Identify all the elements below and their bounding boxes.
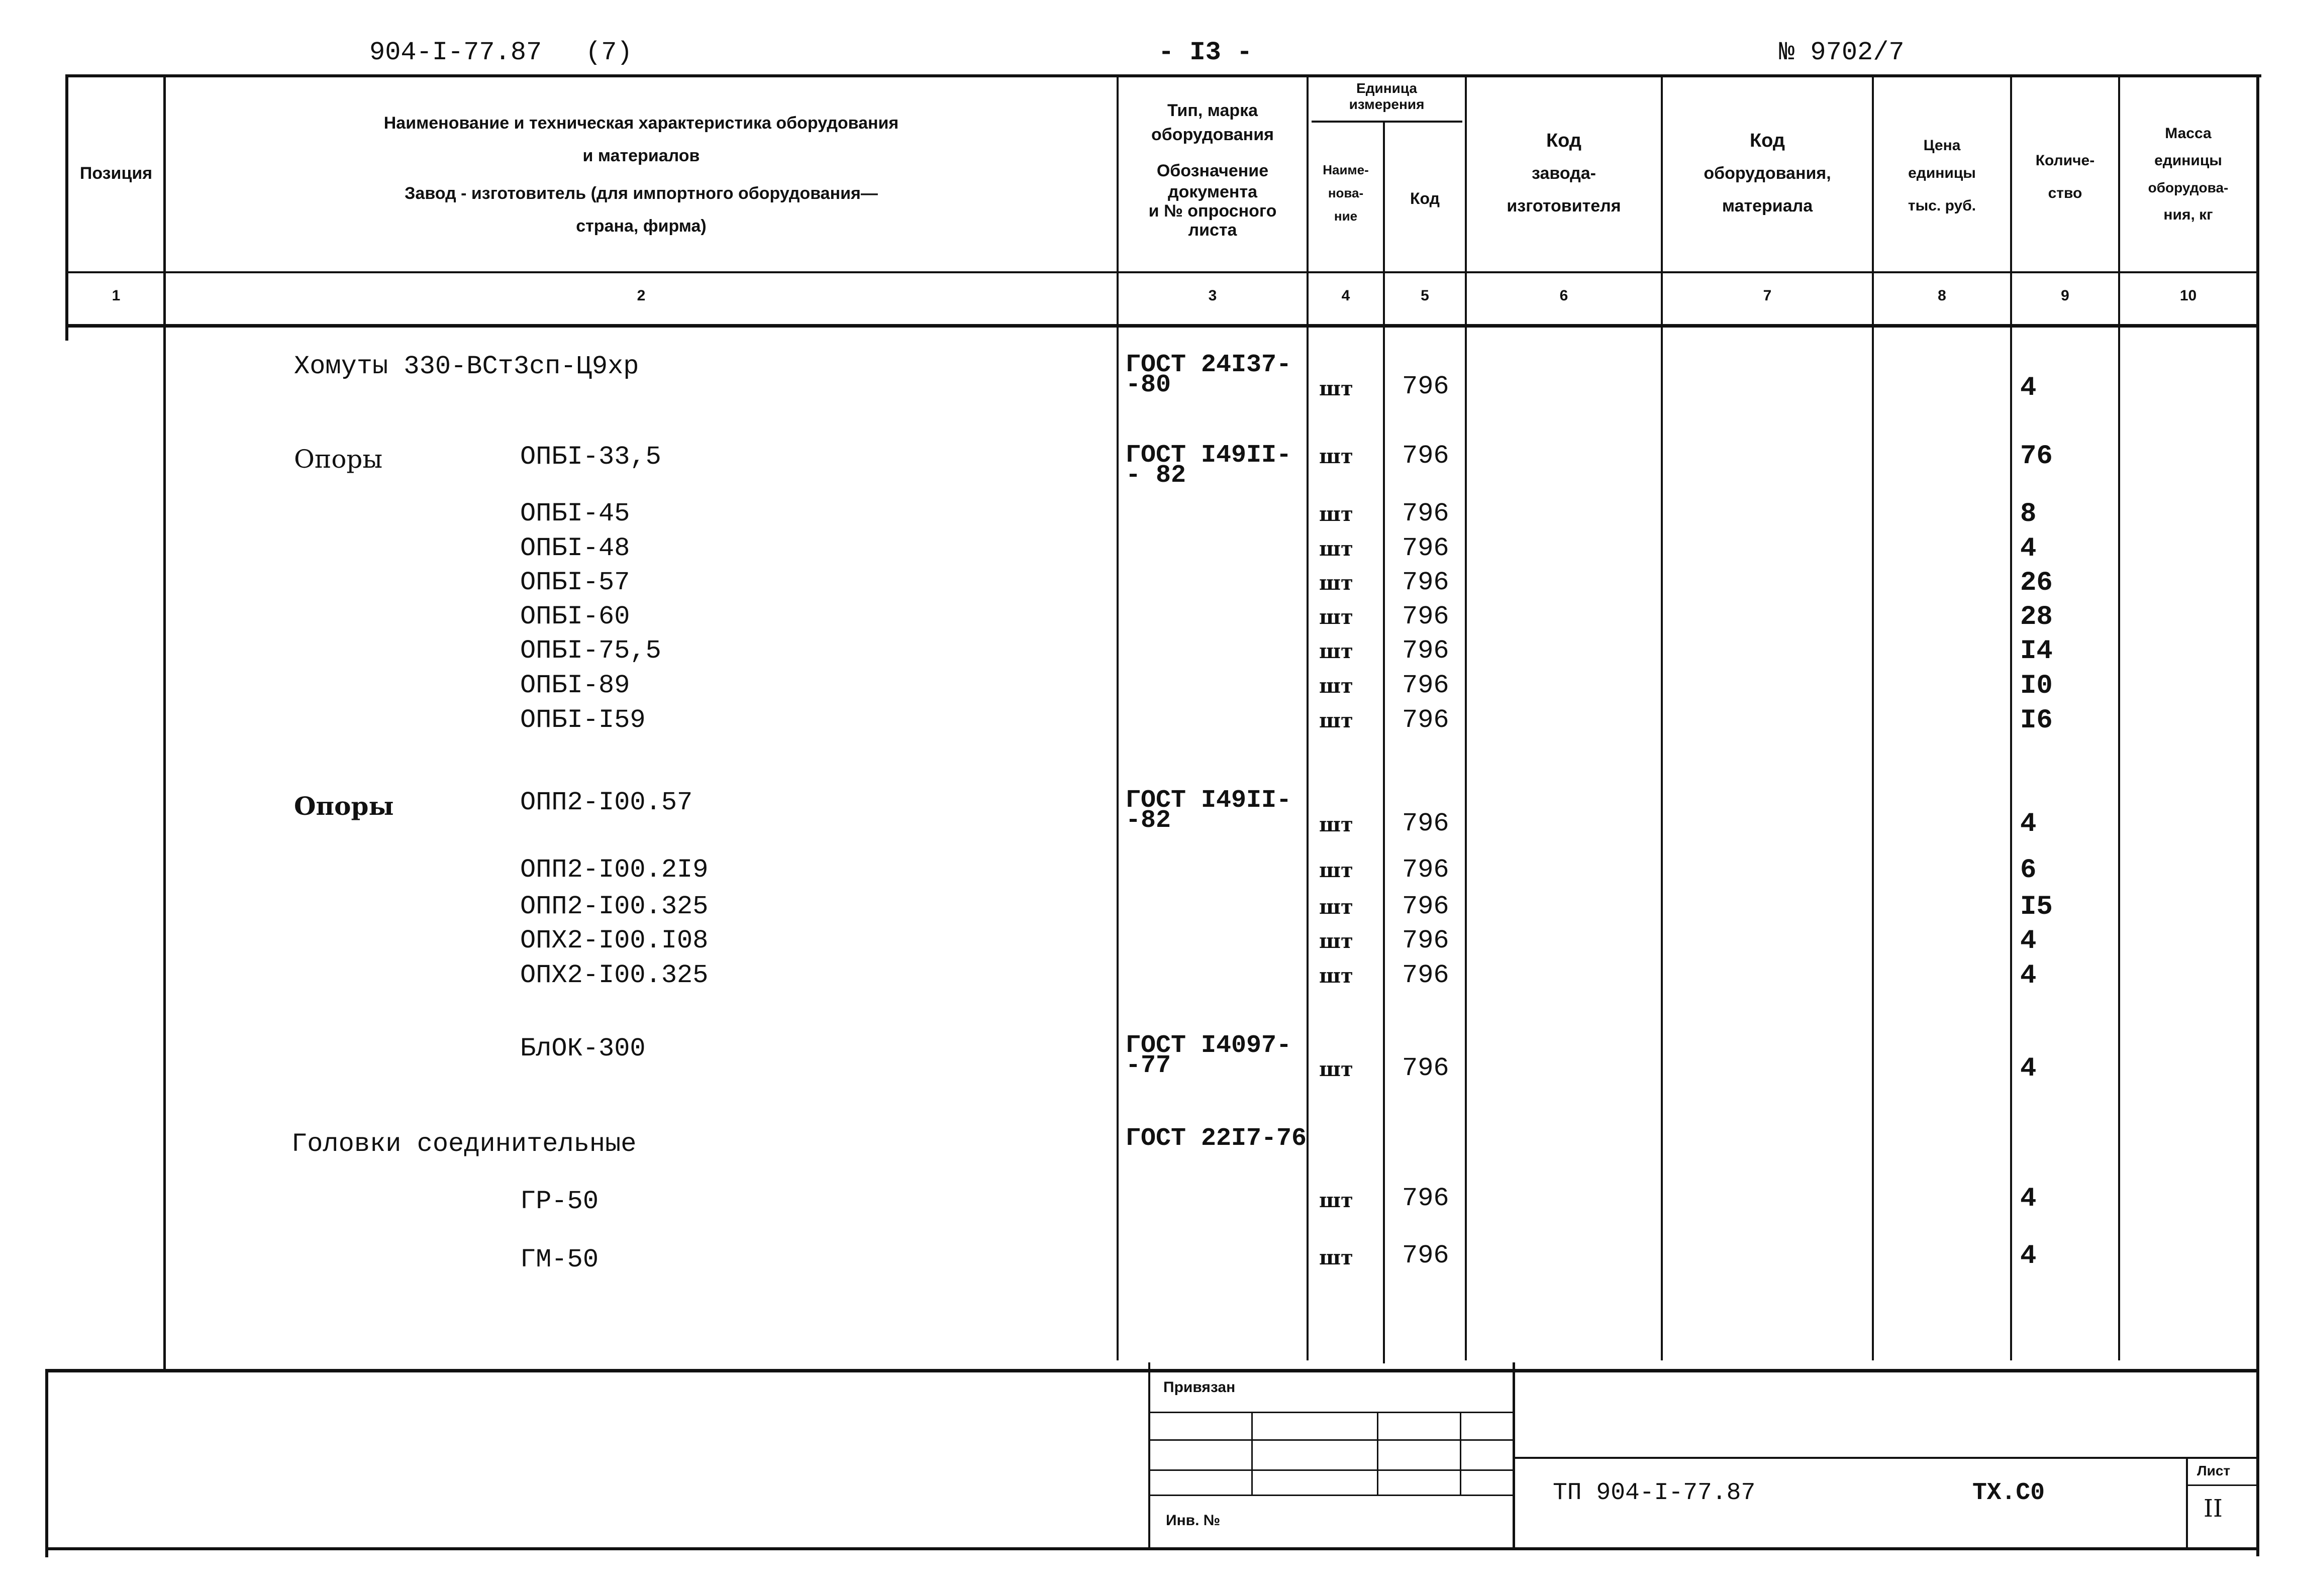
item-name: ОПХ2-I00.I08 [520,926,709,955]
col-header-7-line3: материала [1722,196,1813,216]
stamp-row-1 [1150,1412,1513,1413]
col-num-10: 10 [2179,287,2197,304]
stamp-vline-1 [1251,1412,1253,1496]
qty-cell: 4 [2020,926,2037,956]
qty-cell: I5 [2020,892,2053,922]
page-number: - I3 - [1158,38,1253,67]
stamp-sheet-sep [2188,1484,2256,1486]
col-header-10-line1: Масса [2165,125,2212,142]
frame-right [2256,74,2259,1556]
col-line-9-10 [2118,74,2120,1360]
doc-type: ТХ.С0 [1972,1479,2045,1507]
col-num-7: 7 [1763,287,1772,304]
stamp-top-line [45,1369,2259,1372]
code-cell: 796 [1402,961,1449,990]
stamp-box-left [1148,1362,1150,1548]
item-name: ОПБI-75,5 [520,636,661,666]
sheet-label: Лист [2197,1463,2231,1478]
code-cell: 796 [1402,1053,1449,1083]
col-header-3-line3: Обозначение [1156,161,1269,180]
gost-line: ГОСТ I49II- [1126,441,1292,470]
code-cell: 796 [1402,441,1449,471]
unit-group-sep [1312,121,1462,123]
qty-cell: 4 [2020,1184,2037,1214]
qty-cell: 8 [2020,499,2037,529]
qty-cell: 4 [2020,373,2037,403]
col-line-6-7 [1661,74,1663,1360]
gost-line: - 82 [1126,461,1186,490]
unit-cell: шт [1319,813,1353,836]
item-name: ГР-50 [520,1187,599,1216]
col-header-5: Код [1410,189,1440,207]
unit-cell: шт [1319,964,1353,988]
qty-cell: I4 [2020,636,2053,667]
col-header-3-line6: листа [1188,221,1237,240]
col-header-7-line2: оборудования, [1704,164,1831,183]
col-header-3-line1: Тип, марка [1167,101,1258,120]
code-cell: 796 [1402,705,1449,735]
col-header-2-line2: и материалов [582,146,700,165]
code-cell: 796 [1402,855,1449,885]
unit-cell: шт [1319,571,1353,595]
header-sep [68,271,2256,273]
code-cell: 796 [1402,809,1449,838]
col-header-8-line3: тыс. руб. [1908,197,1976,214]
code-cell: 796 [1402,636,1449,666]
col-header-3-line2: оборудования [1151,125,1274,144]
gost-line: ГОСТ 24I37- [1126,351,1292,379]
unit-cell: шт [1319,859,1353,882]
stamp-sheet-left [2186,1457,2188,1548]
col-line-5-6 [1465,74,1467,1360]
group-label: Опоры [294,791,394,821]
col-header-7-line1: Код [1749,130,1785,151]
qty-cell: 4 [2020,1053,2037,1084]
bound-label: Привязан [1163,1379,1236,1396]
col-header-3-line4: документа [1168,182,1257,201]
col-line-3-4 [1307,74,1309,1360]
col-num-6: 6 [1559,287,1568,304]
gost-line: ГОСТ I4097- [1126,1031,1292,1060]
item-name: ОПБI-60 [520,602,630,631]
unit-cell: шт [1319,1246,1353,1269]
doc-code: 904-I-77.87 [369,38,542,67]
qty-cell: 4 [2020,1241,2037,1271]
group-label: Опоры [294,445,383,474]
inv-label: Инв. № [1166,1512,1221,1529]
col-num-8: 8 [1938,287,1946,304]
stamp-row-3 [1150,1469,1513,1471]
col-header-8-line1: Цена [1923,137,1961,154]
item-name: ОПП2-I00.57 [520,788,693,817]
col-header-10-line4: ния, кг [2163,206,2213,223]
col-line-4-5 [1383,123,1385,1363]
col-header-1: Позиция [79,164,153,183]
col-header-8-line2: единицы [1908,165,1976,181]
col-header-6-line2: завода- [1532,164,1596,183]
gost-line: ГОСТ 22I7-76 [1126,1124,1307,1153]
col-num-1: 1 [112,287,121,304]
gost-line: -80 [1126,371,1171,399]
qty-cell: 28 [2020,602,2053,632]
item-name: БлОК-300 [520,1034,646,1063]
col-line-2-3 [1117,74,1119,1360]
frame-top [65,74,2261,77]
numbering-sep [68,324,2256,328]
code-cell: 796 [1402,1184,1449,1213]
gost-line: ГОСТ I49II- [1126,786,1292,815]
qty-cell: 26 [2020,568,2053,598]
code-cell: 796 [1402,568,1449,597]
doc-designation: ТП 904-I-77.87 [1553,1479,1756,1507]
col-num-5: 5 [1421,287,1429,304]
item-name: ГМ-50 [520,1245,599,1274]
code-cell: 796 [1402,372,1449,401]
stamp-vline-3 [1460,1412,1461,1496]
unit-cell: шт [1319,537,1353,561]
sheet-number: II [2204,1495,2223,1523]
stamp-box-right [1513,1362,1515,1548]
col-header-10-line2: единицы [2154,152,2222,169]
doc-sub: (7) [585,38,633,67]
col-num-2: 2 [637,287,646,304]
stamp-title-top [1515,1457,2256,1459]
qty-cell: I6 [2020,705,2053,736]
qty-cell: 4 [2020,534,2037,564]
item-name: ОПБI-89 [520,671,630,700]
stamp-row-4 [1150,1495,1513,1496]
col-header-9-line2: ство [2048,185,2082,201]
col-line-8-9 [2010,74,2012,1360]
unit-cell: шт [1319,377,1353,400]
col-header-2-line4: страна, фирма) [576,217,707,236]
table-left-inner [163,74,166,1370]
unit-cell: шт [1319,640,1353,663]
code-cell: 796 [1402,1241,1449,1270]
item-name: ОПБI-45 [520,499,630,528]
col-header-10-line3: оборудова- [2148,180,2229,195]
col-header-4-line1: Наиме- [1323,162,1369,177]
unit-cell: шт [1319,1189,1353,1212]
col-header-4-line3: ние [1334,208,1358,224]
group-label: Головки соединительные [291,1129,637,1159]
unit-cell: шт [1319,929,1353,953]
unit-cell: шт [1319,674,1353,698]
item-name: ОПБI-57 [520,568,630,597]
col-header-4-line2: нова- [1328,185,1364,200]
col-header-2-line1: Наименование и техническая характеристика оборудования [383,114,899,133]
stamp-vline-2 [1377,1412,1378,1496]
col-line-7-8 [1872,74,1874,1360]
qty-cell: I0 [2020,671,2053,701]
item-name: ОПХ2-I00.325 [520,961,709,990]
unit-group-title-2: измерения [1349,96,1425,112]
col-num-4: 4 [1341,287,1350,304]
code-cell: 796 [1402,499,1449,528]
col-num-3: 3 [1208,287,1217,304]
unit-cell: шт [1319,445,1353,468]
col-header-6-line3: изготовителя [1507,196,1621,216]
frame-bottom [45,1547,2259,1550]
item-name: ОПБI-48 [520,534,630,563]
col-num-9: 9 [2061,287,2069,304]
qty-cell: 76 [2020,441,2053,472]
col-header-3-line5: и № опросного [1148,201,1277,221]
gost-line: -82 [1126,806,1171,835]
item-name: ОПБI-33,5 [520,442,661,472]
stamp-row-2 [1150,1439,1513,1441]
code-cell: 796 [1402,926,1449,955]
unit-cell: шт [1319,605,1353,629]
unit-cell: шт [1319,709,1353,732]
col-header-6-line1: Код [1546,130,1582,151]
archive-number: № 9702/7 [1779,38,1905,67]
unit-cell: шт [1319,895,1353,919]
frame-left-lower [45,1371,48,1557]
code-cell: 796 [1402,671,1449,700]
group-label: Хомуты 330-ВСт3сп-Ц9хр [294,352,639,381]
code-cell: 796 [1402,534,1449,563]
qty-cell: 4 [2020,961,2037,991]
qty-cell: 6 [2020,855,2037,886]
code-cell: 796 [1402,602,1449,631]
col-header-2-line3: Завод - изготовитель (для импортного оборудования— [405,184,878,203]
code-cell: 796 [1402,892,1449,921]
unit-group-title-1: Единица [1356,80,1417,96]
item-name: ОПП2-I00.325 [520,892,709,921]
gost-line: -77 [1126,1051,1171,1080]
item-name: ОПБI-I59 [520,705,646,735]
unit-cell: шт [1319,502,1353,526]
unit-cell: шт [1319,1057,1353,1081]
item-name: ОПП2-I00.2I9 [520,855,709,885]
col-header-9-line1: Количе- [2035,152,2095,169]
qty-cell: 4 [2020,809,2037,839]
